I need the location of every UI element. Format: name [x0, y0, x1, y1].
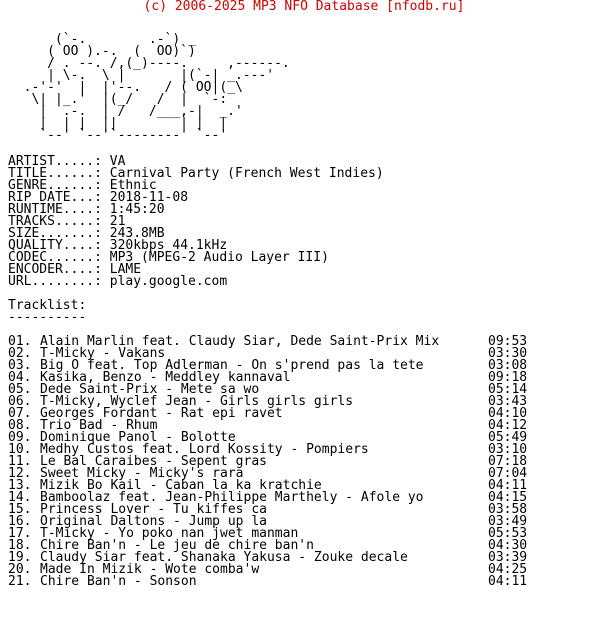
info-key: QUALITY....: [8, 238, 110, 253]
info-key: TRACKS.....: [8, 214, 110, 229]
site-banner[interactable]: (c) 2006-2025 MP3 NFO Database [nfodb.ru] [143, 0, 465, 14]
info-value: Ethnic [109, 178, 157, 193]
track-duration: 04:30 [488, 538, 528, 553]
info-key: RIP DATE...: [8, 190, 110, 205]
info-value: MP3 (MPEG-2 Audio Layer III) [109, 250, 329, 265]
track-title: Claudy Siar feat. Shanaka Yakusa - Zouke decale [40, 550, 408, 565]
track-duration: 04:11 [488, 478, 528, 493]
track-duration: 03:08 [488, 358, 528, 373]
info-value: 243.8MB [109, 226, 165, 241]
info-value: LAME [109, 262, 142, 277]
track-number: 21. [8, 574, 32, 589]
track-row [8, 576, 538, 588]
track-number: 11. [8, 454, 32, 469]
track-title: Le Bal Caraibes - Sepent gras [40, 454, 267, 469]
track-number: 20. [8, 562, 32, 577]
info-value: Carnival Party (French West Indies) [109, 166, 384, 181]
track-number: 07. [8, 406, 32, 421]
info-value: 1:45:20 [109, 202, 165, 217]
track-number: 15. [8, 502, 32, 517]
ascii-logo: (`-. .-`) _ ( OO ).-. ( OO)`) / . --. /,(_)----. ,------. | \-. \ | |(`-| _.---' .-'-' | |'--. / ( OO|(_\ \| |_.' |(_/ / | `-: | .-. | / /___,-| _.' | | | || | | | `--' `--'`--------' `--' [23, 32, 290, 143]
track-number: 06. [8, 394, 32, 409]
track-number: 18. [8, 538, 32, 553]
track-title: Kasika, Benzo - Meddley kannaval [40, 370, 291, 385]
track-number: 13. [8, 478, 32, 493]
track-duration: 09:53 [488, 334, 528, 349]
track-title: T-Micky - Yo poko nan jwet manman [40, 526, 299, 541]
track-title: Alain Marlin feat. Claudy Siar, Dede Saint-Prix Mix [40, 334, 440, 349]
info-key: ARTIST.....: [8, 154, 110, 169]
track-title: T-Micky - Vakans [40, 346, 166, 361]
info-key: URL........: [8, 274, 110, 289]
info-value: 320kbps 44.1kHz [109, 238, 228, 253]
track-number: 14. [8, 490, 32, 505]
track-duration: 05:14 [488, 382, 528, 397]
track-duration: 04:11 [488, 574, 528, 589]
track-duration: 09:18 [488, 370, 528, 385]
track-title: Made In Mizik - Wote comba'w [40, 562, 260, 577]
tracklist-heading: Tracklist: [8, 298, 87, 313]
track-title: Dominique Panol - Bolotte [40, 430, 236, 445]
track-duration: 04:25 [488, 562, 528, 577]
track-title: Georges Fordant - Rat epi ravet [40, 406, 283, 421]
info-key: ENCODER....: [8, 262, 110, 277]
info-value: VA [109, 154, 126, 169]
info-key: SIZE.......: [8, 226, 110, 241]
track-duration: 03:39 [488, 550, 528, 565]
track-title: Sweet Micky - Micky's rara [40, 466, 244, 481]
track-title: Medhy Custos feat. Lord Kossity - Pompiers [40, 442, 369, 457]
track-title: T-Micky, Wyclef Jean - Girls girls girls [40, 394, 354, 409]
track-number: 17. [8, 526, 32, 541]
tracklist-rule: ---------- [8, 310, 87, 325]
track-duration: 03:30 [488, 346, 528, 361]
track-number: 04. [8, 370, 32, 385]
track-title: Bamboolaz feat. Jean-Philippe Marthely - Afole yo [40, 490, 424, 505]
track-duration: 03:58 [488, 502, 528, 517]
track-duration: 07:18 [488, 454, 528, 469]
track-number: 12. [8, 466, 32, 481]
track-number: 19. [8, 550, 32, 565]
info-value: 21 [109, 214, 126, 229]
release-info [8, 156, 384, 288]
track-title: Big O feat. Top Adlerman - On s'prend pas la tete [40, 358, 424, 373]
info-value: 2018-11-08 [109, 190, 189, 205]
track-title: Dede Saint-Prix - Mete sa wo [40, 382, 260, 397]
track-title: Trio Bad - Rhum [40, 418, 158, 433]
info-key: GENRE......: [8, 178, 110, 193]
info-value: play.google.com [109, 274, 228, 289]
track-title: Original Daltons - Jump up la [40, 514, 267, 529]
info-key: RUNTIME....: [8, 202, 110, 217]
info-row [8, 276, 384, 288]
track-number: 01. [8, 334, 32, 349]
tracklist [8, 300, 538, 588]
track-number: 05. [8, 382, 32, 397]
track-duration: 03:49 [488, 514, 528, 529]
track-number: 09. [8, 430, 32, 445]
track-number: 08. [8, 418, 32, 433]
track-duration: 03:10 [488, 442, 528, 457]
track-title: Chire Ban'n - Sonson [40, 574, 197, 589]
track-number: 10. [8, 442, 32, 457]
track-duration: 07:04 [488, 466, 528, 481]
track-duration: 05:53 [488, 526, 528, 541]
track-duration: 04:15 [488, 490, 528, 505]
info-key: TITLE......: [8, 166, 110, 181]
track-number: 16. [8, 514, 32, 529]
info-key: CODEC......: [8, 250, 110, 265]
track-number: 03. [8, 358, 32, 373]
track-duration: 04:12 [488, 418, 528, 433]
track-number: 02. [8, 346, 32, 361]
track-title: Mizik Bo Kail - Caban la ka kratchie [40, 478, 322, 493]
track-title: Chire Ban'n - Le jeu de chire ban'n [40, 538, 314, 553]
track-duration: 04:10 [488, 406, 528, 421]
track-duration: 03:43 [488, 394, 528, 409]
track-rows [8, 336, 538, 588]
track-title: Princess Lover - Tu kiffes ca [40, 502, 267, 517]
track-duration: 05:49 [488, 430, 528, 445]
